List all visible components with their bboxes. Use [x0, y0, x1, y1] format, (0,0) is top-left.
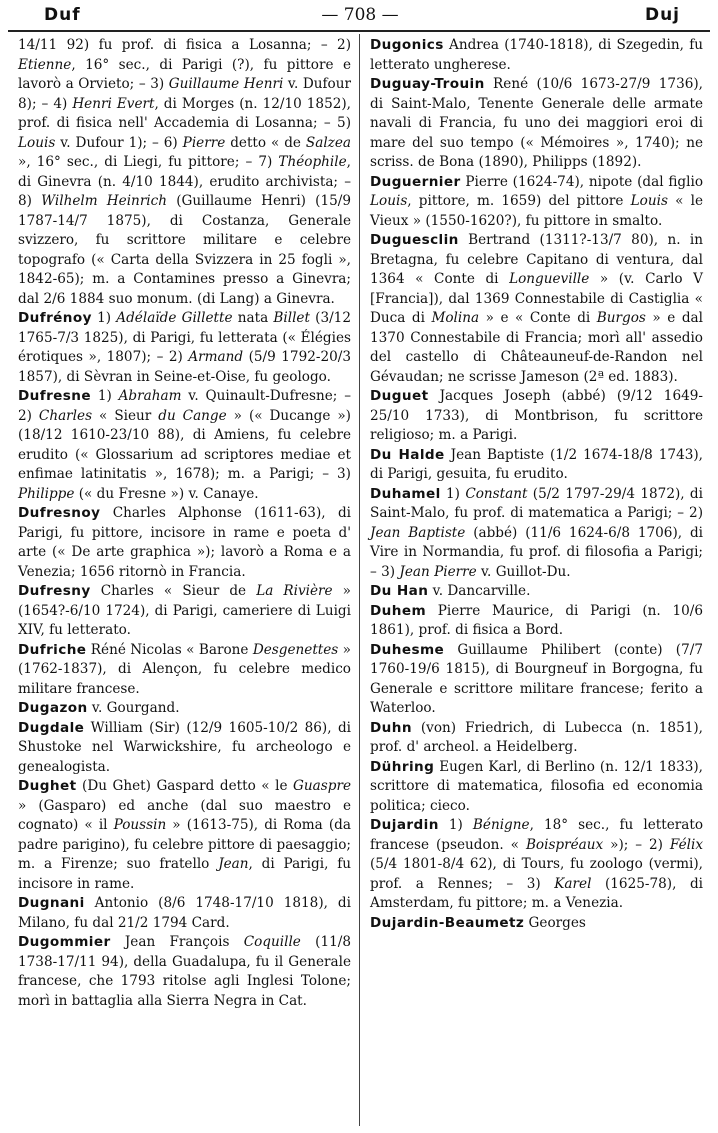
- left-column: [18, 36, 351, 1011]
- headword: Du Han: [370, 583, 429, 599]
- entry-duhem: Duhem Pierre Maurice, di Parigi (n. 10/6 1861), prof. di fisica a Bord.: [370, 602, 703, 638]
- headword: Dugdale: [18, 719, 85, 736]
- headword: Duguesclin: [370, 232, 459, 248]
- entry-dugommier: Dugommier Jean François Coquille (11/8 1738-17/11 94), della Guadalupa, fu il Generale francese, che 1793 ritolse agli Inglesi Tolone; morì in battaglia alla Sierra Negra in Cat.: [18, 934, 351, 1009]
- headword: Duguet: [370, 388, 429, 404]
- entry-dughet: Dughet (Du Ghet) Gaspard detto « le Guaspre » (Gasparo) ed anche (dal suo maestro e cognato) « il Poussin » (1613-75), di Roma (da padre parigino), fu celebre pittore di paesaggio; m. a Firenze; suo fratello Jean, di Parigi, fu incisore in rame.: [18, 778, 351, 892]
- headword: Dufresne: [18, 388, 91, 404]
- headword: Dufresnoy: [18, 505, 101, 521]
- headword: Duhem: [370, 602, 427, 619]
- headword: Dugonics: [370, 37, 444, 53]
- entry-dugazon: Dugazon v. Gourgand.: [18, 700, 180, 716]
- entry-duhesme: Duhesme Guillaume Philibert (conte) (7/7 1760-19/6 1815), di Bourgneuf in Borgogna, fu Generale e scrittore militare francese; ferito a Waterloo.: [370, 641, 703, 716]
- header-rule: [8, 30, 710, 32]
- entry-duhn: Duhn (von) Friedrich, di Lubecca (n. 1851), prof. d' archeol. a Heidelberg.: [370, 719, 703, 755]
- headword: Dufresny: [18, 583, 91, 599]
- entry-dugonics: Dugonics Andrea (1740-1818), di Szegedin, fu letterato ungherese.: [370, 37, 703, 73]
- headword: Dufriche: [18, 641, 87, 658]
- headword: Duguay-Trouin: [370, 76, 485, 92]
- headword: Dühring: [370, 758, 435, 775]
- left-running-head: Duf: [44, 5, 81, 25]
- entry-dugdale: Dugdale William (Sir) (12/9 1605-10/2 86), di Shustoke nel Warwickshire, fu archeologo e genealogista.: [18, 719, 351, 775]
- headword: Duhn: [370, 719, 412, 736]
- headword: Dujardin: [370, 817, 439, 833]
- page-header: [10, 2, 710, 30]
- entry-du-han: Du Han v. Dancarville.: [370, 583, 531, 599]
- headword: Du Halde: [370, 446, 445, 463]
- page-number: — 708 —: [321, 5, 399, 25]
- entry-dujardin: Dujardin 1) Bénigne, 18° sec., fu letterato francese (pseudon. « Boispréaux »); – 2) Félix (5/4 1801-8/4 62), di Tours, fu zoologo (vermi), prof. a Rennes; – 3) Karel (1625-78), di Amsterdam, fu pittore; m. a Venezia.: [370, 817, 704, 911]
- right-running-head: Duj: [644, 5, 680, 25]
- headword: Dughet: [18, 778, 77, 794]
- entry-continued: 14/11 92) fu prof. di fisica a Losanna; – 2) Etienne, 16° sec., di Parigi (?), fu pittore e lavorò a Orvieto; – 3) Guillaume Henri v. Dufour 8); – 4) Henri Evert, di Morges (n. 12/10 1852), prof. di fisica nell' Accademia di Losanna; – 5) Louis v. Dufour 1); – 6) Pierre detto « de Salzea », 16° sec., di Liegi, fu pittore; – 7) Théophile, di Ginevra (n. 4/10 1844), erudito archivista; – 8) Wilhelm Heinrich (Guillaume Henri) (15/9 1787-14/7 1875), di Costanza, Generale svizzero, fu scrittore militare e celebre topografo (« Carta della Svizzera in 25 fogli », 1842-65); m. a Contamines presso a Ginevra; dal 2/6 1884 suo monum. (di Lang) a Ginevra.: [18, 37, 351, 307]
- right-column: [370, 36, 703, 933]
- entry-dufriche: Dufriche Réné Nicolas « Barone Desgenettes » (1762-1837), di Alençon, fu celebre medico militare francese.: [18, 641, 351, 697]
- entry-duhring: Dühring Eugen Karl, di Berlino (n. 12/1 1833), scrittore di matematica, filosofia ed economia politica; cieco.: [370, 758, 703, 814]
- headword: Duhesme: [370, 641, 445, 658]
- headword: Dujardin-Beaumetz: [370, 914, 525, 931]
- entry-duguet: Duguet Jacques Joseph (abbé) (9/12 1649-25/10 1733), di Montbrison, fu scrittore religioso; m. a Parigi.: [370, 388, 703, 443]
- entry-duguernier: Duguernier Pierre (1624-74), nipote (dal figlio Louis, pittore, m. 1659) del pittore Louis « le Vieux » (1550-1620?), fu pittore in smalto.: [370, 173, 703, 229]
- entry-dufresny: Dufresny Charles « Sieur de La Rivière » (1654?-6/10 1724), di Parigi, cameriere di Luigi XIV, fu letterato.: [18, 583, 352, 638]
- entry-dufresne: Dufresne 1) Abraham v. Quinault-Dufresne; – 2) Charles « Sieur du Cange » (« Ducange ») (18/12 1610-23/10 88), di Amiens, fu celebre erudito (« Glossarium ad scriptores mediae et enfimae latinitatis », 1678); m. a Parigi; – 3) Philippe (« du Fresne ») v. Canaye.: [18, 388, 351, 502]
- entry-dufrenoy: Dufrénoy 1) Adélaïde Gillette nata Billet (3/12 1765-7/3 1825), di Parigi, fu letterata (« Élégies érotiques », 1807); – 2) Armand (5/9 1792-20/3 1857), di Sèvran in Seine-et-Oise, fu geologo.: [18, 310, 351, 385]
- headword: Dufrénoy: [18, 310, 92, 326]
- entry-duguay-trouin: Duguay-Trouin René (10/6 1673-27/9 1736), di Saint-Malo, Tenente Generale delle armate navali di Francia, fu uno dei maggiori eroi di mare del suo tempo (« Mémoires », 1740); ne scriss. de Bona (1890), Philipps (1892).: [370, 76, 703, 170]
- entry-du-halde: Du Halde Jean Baptiste (1/2 1674-18/8 1743), di Parigi, gesuita, fu erudito.: [370, 446, 703, 482]
- headword: Dugnani: [18, 895, 85, 911]
- headword: Duhamel: [370, 485, 441, 502]
- entry-dugnani: Dugnani Antonio (8/6 1748-17/10 1818), di Milano, fu dal 21/2 1794 Card.: [18, 895, 351, 931]
- headword: Dugazon: [18, 700, 88, 716]
- entry-dujardin-beaumetz: Dujardin-Beaumetz Georges: [370, 914, 586, 931]
- headword: Dugommier: [18, 934, 111, 950]
- entry-duhamel: Duhamel 1) Constant (5/2 1797-29/4 1872), di Saint-Malo, fu prof. di matematica a Parigi; – 2) Jean Baptiste (abbé) (11/6 1624-6/8 1706), di Vire in Normandia, fu prof. di filosofia a Parigi; – 3) Jean Pierre v. Guillot-Du.: [370, 485, 704, 580]
- column-divider: [359, 34, 360, 1126]
- entry-dufresnoy: Dufresnoy Charles Alphonse (1611-63), di Parigi, fu pittore, incisore in rame e poeta d' arte (« De arte graphica »); lavorò a Roma e a Venezia; 1656 ritornò in Francia.: [18, 505, 351, 580]
- headword: Duguernier: [370, 173, 461, 190]
- entry-duguesclin: Duguesclin Bertrand (1311?-13/7 80), n. in Bretagna, fu celebre Capitano di ventura, dal 1364 « Conte di Longueville » (v. Carlo V [Francia]), dal 1369 Connestabile di Castiglia « Duca di Molina » e « Conte di Burgos » e dal 1370 Connestabile di Francia; morì all' assedio del castello di Châteauneuf-de-Randon nel Gévaudan; ne scrisse Jameson (2ª ed. 1883).: [370, 232, 703, 385]
